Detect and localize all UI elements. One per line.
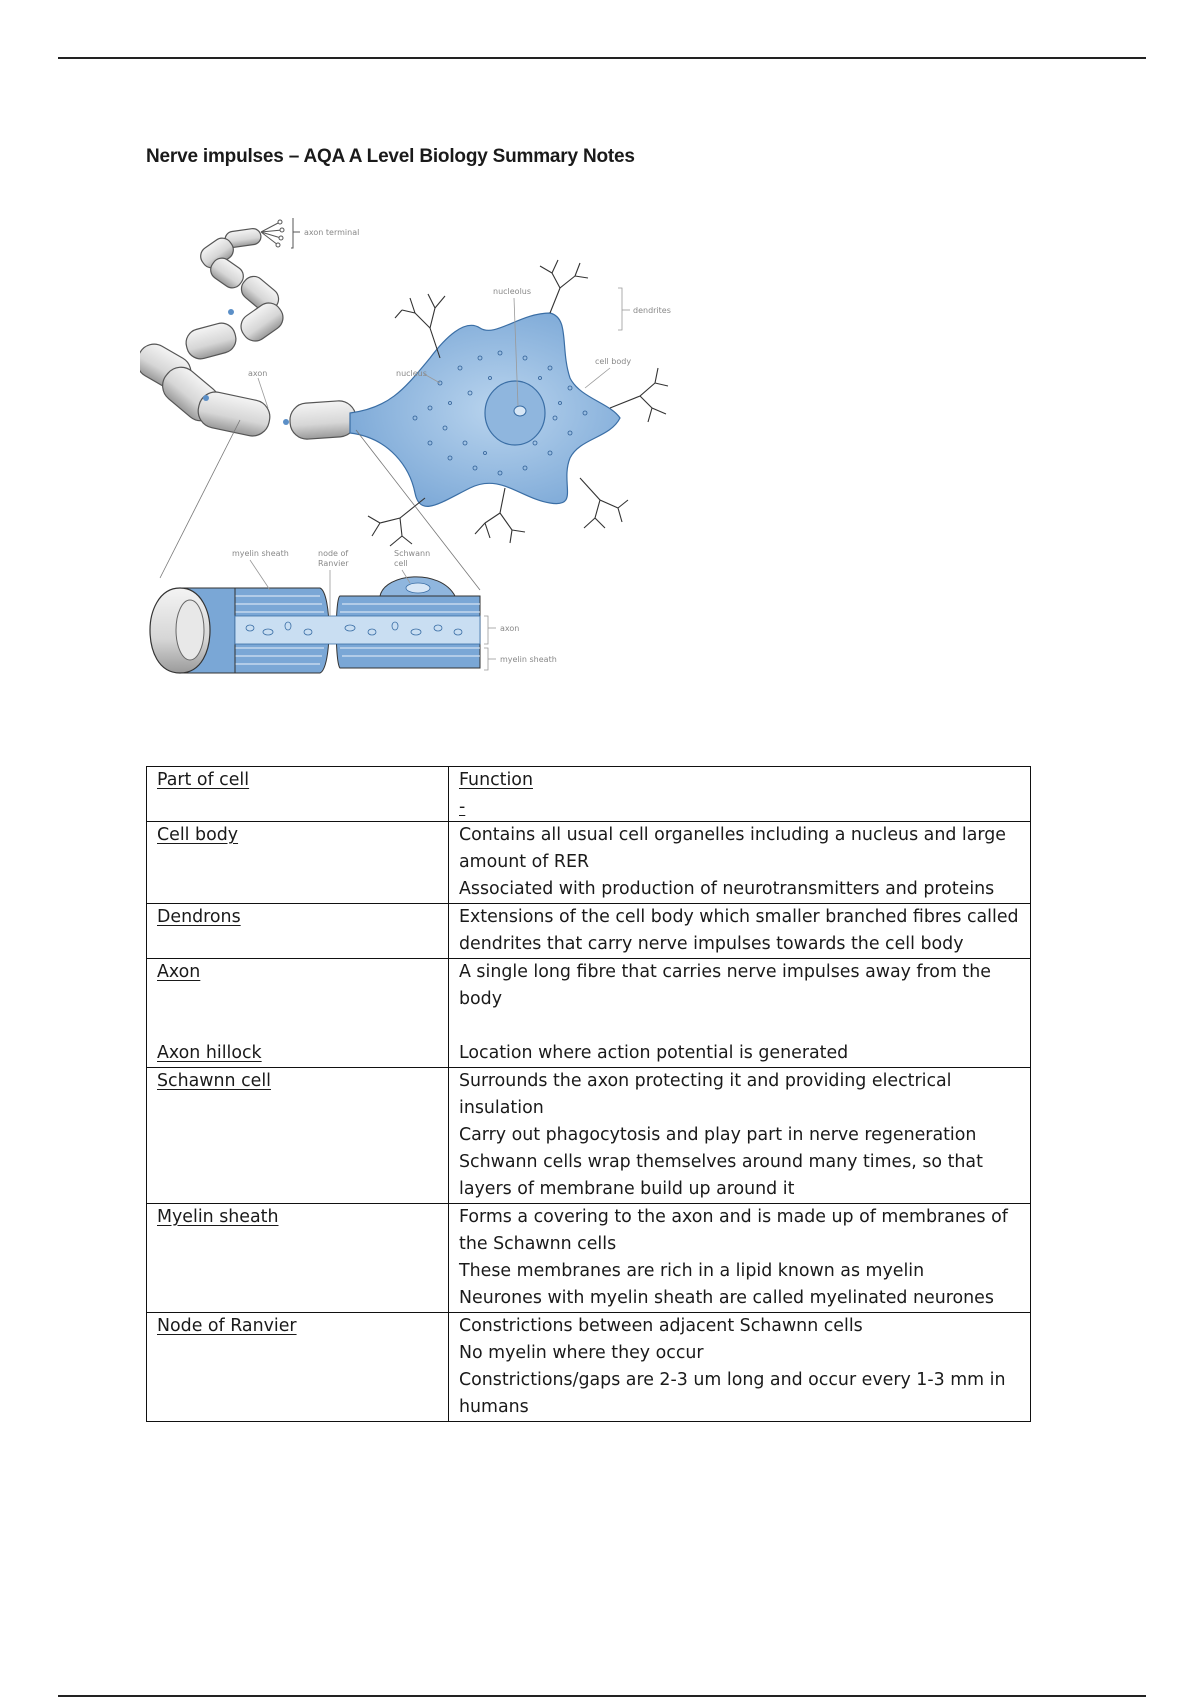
myelinated-axon	[140, 228, 360, 441]
label-dendrites: dendrites	[633, 306, 671, 315]
header-part-label: Part of cell	[157, 770, 250, 790]
function-text: Constrictions/gaps are 2-3 um long and occur every 1-3 mm in humans	[459, 1370, 1006, 1417]
table-header-row	[147, 767, 1031, 822]
cell-body	[350, 313, 620, 506]
part-name-hillock: Axon hillock	[157, 1043, 262, 1063]
label-schwann-cell: cell	[394, 559, 408, 568]
label-myelin-sheath-detail: myelin sheath	[500, 655, 557, 664]
function-text: A single long fibre that carries nerve impulses away from the body	[459, 962, 991, 1009]
label-schwann: Schwann	[394, 549, 431, 558]
part-name: Cell body	[157, 825, 239, 845]
header-rule	[58, 57, 1146, 59]
label-ranvier: Ranvier	[318, 559, 349, 568]
label-node-of: node of	[318, 549, 349, 558]
label-axon-terminal: axon terminal	[304, 228, 360, 237]
function-text: Contains all usual cell organelles including a nucleus and large amount of RER	[459, 825, 1006, 872]
part-name: Myelin sheath	[157, 1207, 279, 1227]
neuron-diagram	[140, 218, 730, 738]
function-text: These membranes are rich in a lipid known as myelin	[459, 1261, 925, 1281]
part-name: Node of Ranvier	[157, 1316, 297, 1336]
label-nucleolus: nucleolus	[493, 287, 532, 296]
axon-terminal	[261, 218, 300, 248]
nucleolus	[514, 406, 526, 416]
part-name: Axon	[157, 962, 201, 982]
label-cell-body: cell body	[595, 357, 632, 366]
cell-parts-table	[146, 766, 1031, 1422]
function-text: Extensions of the cell body which smaller branched fibres called dendrites that carry nerve impulses towards the cell body	[459, 907, 1019, 954]
function-text: No myelin where they occur	[459, 1343, 704, 1363]
footer-rule	[58, 1695, 1146, 1697]
label-nucleus: nucleus	[396, 369, 427, 378]
function-text: Forms a covering to the axon and is made up of membranes of the Schawnn cells	[459, 1207, 1008, 1254]
myelin-detail	[150, 577, 480, 673]
page-title: Nerve impulses – AQA A Level Biology Summary Notes	[146, 146, 635, 167]
header-function-label: Function	[459, 770, 533, 790]
table-row	[147, 1204, 1031, 1313]
part-name: Schawnn cell	[157, 1071, 271, 1091]
function-text: Surrounds the axon protecting it and providing electrical insulation	[459, 1071, 952, 1118]
function-text: Schwann cells wrap themselves around many times, so that layers of membrane build up around it	[459, 1152, 983, 1199]
header-function-marker: -	[459, 797, 466, 817]
function-text: Carry out phagocytosis and play part in nerve regeneration	[459, 1125, 977, 1145]
table-row	[147, 822, 1031, 904]
label-axon-detail: axon	[500, 624, 520, 633]
label-myelin-sheath: myelin sheath	[232, 549, 289, 558]
part-name: Dendrons	[157, 907, 241, 927]
function-text: Neurones with myelin sheath are called myelinated neurones	[459, 1288, 994, 1308]
header-part-of-cell	[147, 767, 449, 822]
function-text-hillock: Location where action potential is generated	[459, 1043, 849, 1063]
function-text: Associated with production of neurotransmitters and proteins	[459, 879, 995, 899]
neuron-diagram-svg	[140, 218, 730, 738]
table-row	[147, 1313, 1031, 1422]
header-function	[449, 767, 1031, 822]
label-axon: axon	[248, 369, 268, 378]
table-row	[147, 904, 1031, 959]
table-row	[147, 1068, 1031, 1204]
function-text: Constrictions between adjacent Schawnn cells	[459, 1316, 863, 1336]
table-row	[147, 959, 1031, 1068]
